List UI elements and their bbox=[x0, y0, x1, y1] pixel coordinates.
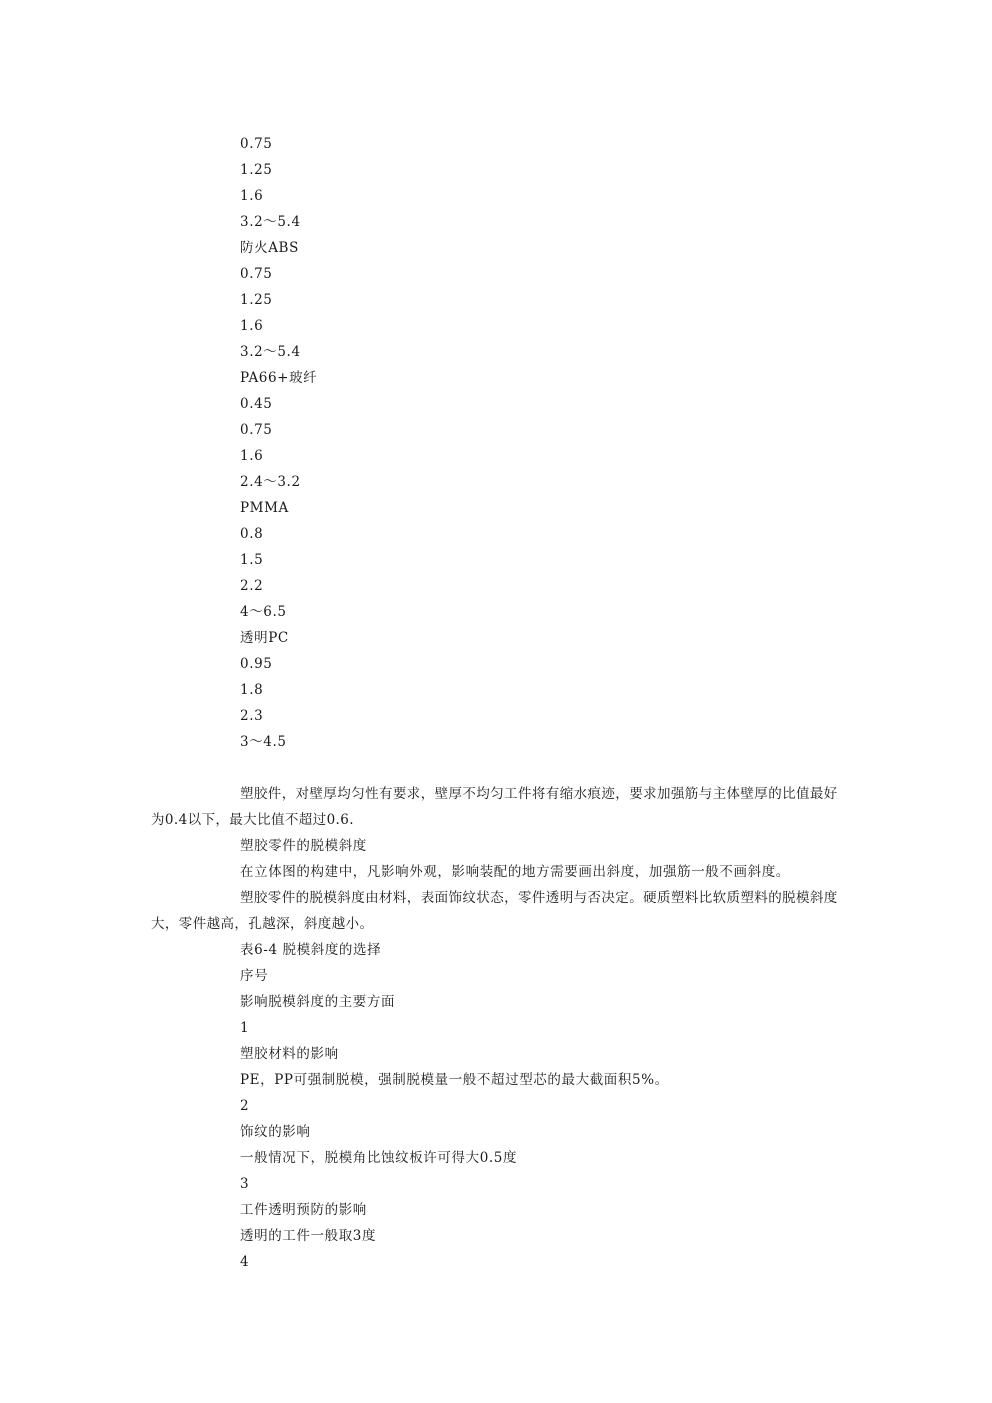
table-cell: 1.8 bbox=[240, 682, 264, 698]
table-cell: 1.25 bbox=[240, 292, 273, 308]
table-cell-index: 3 bbox=[240, 1176, 250, 1192]
table-header-cell: 影响脱模斜度的主要方面 bbox=[240, 994, 396, 1010]
table-cell-index: 2 bbox=[240, 1098, 250, 1114]
table-cell: 3.2～5.4 bbox=[240, 214, 301, 230]
table-cell-material: 防火ABS bbox=[240, 240, 299, 256]
table-cell: 1.6 bbox=[240, 188, 264, 204]
table-cell: 塑胶材料的影响 bbox=[240, 1046, 339, 1062]
table-cell: 0.75 bbox=[240, 136, 273, 152]
table-caption: 表6-4 脱模斜度的选择 bbox=[240, 942, 382, 958]
table-cell: 透明的工件一般取3度 bbox=[240, 1228, 377, 1244]
table-cell-index: 1 bbox=[240, 1020, 250, 1036]
table-cell: 0.95 bbox=[240, 656, 273, 672]
paragraph-draft-drawing: 在立体图的构建中，凡影响外观，影响装配的地方需要画出斜度，加强筋一般不画斜度。 bbox=[240, 864, 790, 880]
table-header-cell: 序号 bbox=[240, 968, 269, 984]
table-cell: 2.2 bbox=[240, 578, 264, 594]
table-cell: 0.75 bbox=[240, 422, 273, 438]
table-cell: 工件透明预防的影响 bbox=[240, 1202, 367, 1218]
paragraph-wall-thickness: 塑胶件，对壁厚均匀性有要求，壁厚不均匀工件将有缩水痕迹，要求加强筋与主体壁厚的比值最好为0.4以下，最大比值不超过0.6. bbox=[151, 786, 838, 828]
table-cell: 1.25 bbox=[240, 162, 273, 178]
table-cell-index: 4 bbox=[240, 1254, 250, 1270]
table-cell: 2.4～3.2 bbox=[240, 474, 301, 490]
table-cell: 1.6 bbox=[240, 448, 264, 464]
table-cell: 0.45 bbox=[240, 396, 273, 412]
table-cell: 0.75 bbox=[240, 266, 273, 282]
table-cell: 饰纹的影响 bbox=[240, 1124, 311, 1140]
table-cell: 4～6.5 bbox=[240, 604, 287, 620]
table-cell-material: 透明PC bbox=[240, 630, 289, 646]
table-cell: 3.2～5.4 bbox=[240, 344, 301, 360]
table-cell: 2.3 bbox=[240, 708, 264, 724]
table-cell-material: PMMA bbox=[240, 500, 289, 516]
table-cell: 一般情况下，脱模角比蚀纹板许可得大0.5度 bbox=[240, 1150, 518, 1166]
table-cell: PE，PP可强制脱模，强制脱模量一般不超过型芯的最大截面积5%。 bbox=[240, 1072, 669, 1088]
table-cell: 3～4.5 bbox=[240, 734, 287, 750]
table-cell-material: PA66+玻纤 bbox=[240, 370, 318, 386]
table-cell: 1.5 bbox=[240, 552, 264, 568]
section-heading: 塑胶零件的脱模斜度 bbox=[240, 838, 367, 854]
table-cell: 1.6 bbox=[240, 318, 264, 334]
paragraph-draft-factors: 塑胶零件的脱模斜度由材料，表面饰纹状态，零件透明与否决定。硬质塑料比软质塑料的脱模斜度大，零件越高，孔越深，斜度越小。 bbox=[151, 890, 838, 932]
table-cell: 0.8 bbox=[240, 526, 264, 542]
